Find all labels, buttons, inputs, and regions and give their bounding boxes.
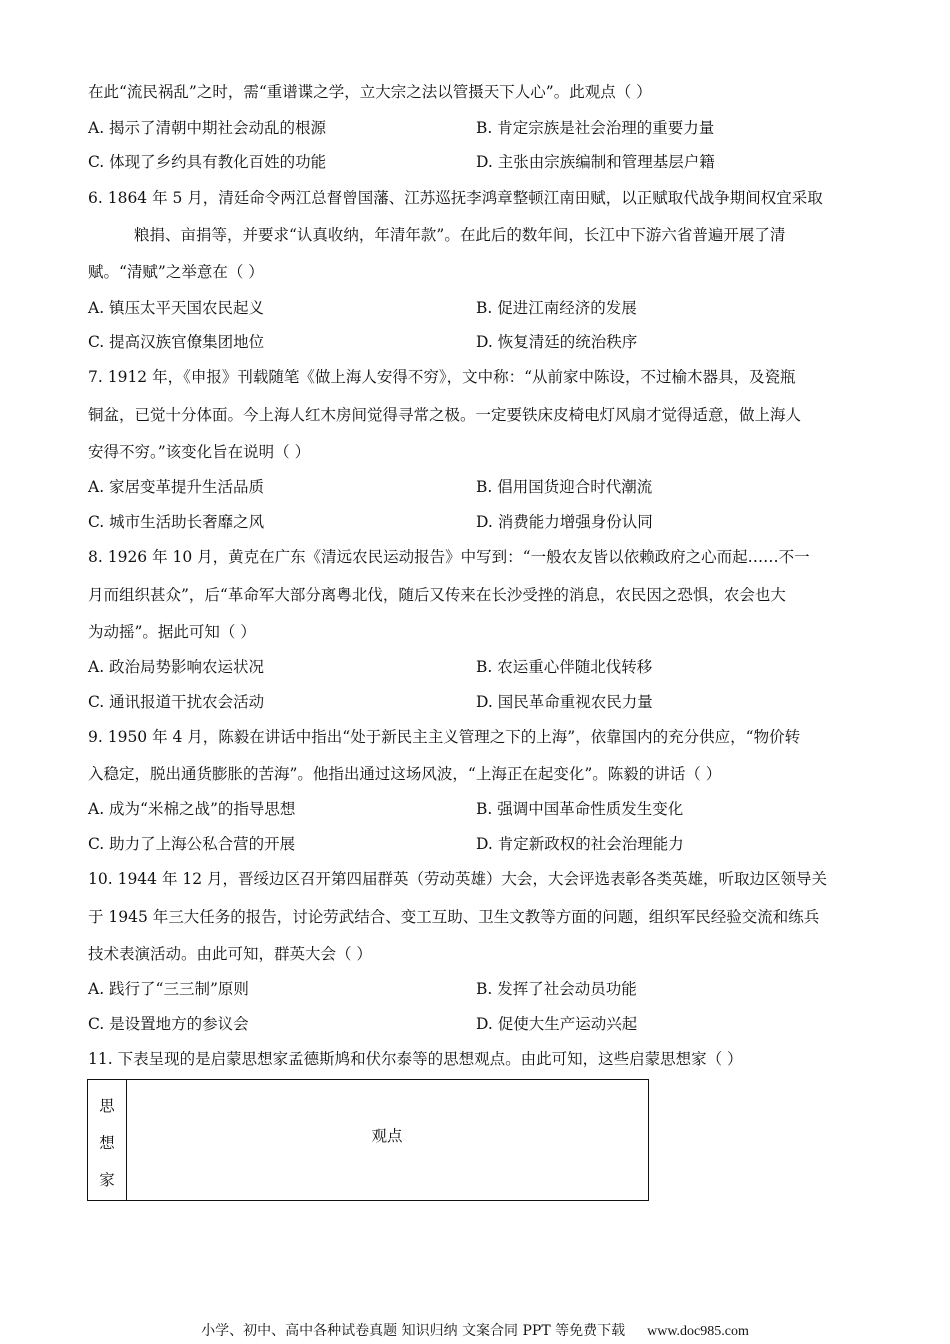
question-5-stem-tail: 在此“流民祸乱”之时，需“重谱谍之学，立大宗之法以管摄天下人心”。此观点（ ） — [88, 83, 652, 101]
table-header-thinker: 思 想 家 — [99, 1097, 115, 1189]
q9-option-c: C. 助力了上海公私合营的开展 — [88, 835, 296, 853]
q7-option-d: D. 消费能力增强身份认同 — [476, 513, 653, 531]
question-7-line-1: 7. 1912 年，《申报》刊载随笔《做上海人安得不穷》，文中称：“从前家中陈设，不过榆木器具，及瓷瓶 — [88, 368, 796, 386]
q5-option-d: D. 主张由宗族编制和管理基层户籍 — [476, 153, 715, 171]
question-8-line-1: 8. 1926 年 10 月，黄克在广东《清远农民运动报告》中写到：“一般农友皆以依赖政府之心而起……不一 — [88, 548, 810, 566]
question-10-line-2: 于 1945 年三大任务的报告，讨论劳武结合、变工互助、卫生文教等方面的问题，组织军民经验交流和练兵 — [88, 908, 820, 926]
q9-option-d: D. 肯定新政权的社会治理能力 — [476, 835, 684, 853]
question-9-line-1: 9. 1950 年 4 月，陈毅在讲话中指出“处于新民主主义管理之下的上海”，依靠国内的充分供应，“物价转 — [88, 728, 801, 746]
q9-option-b: B. 强调中国革命性质发生变化 — [476, 800, 684, 818]
q10-option-c: C. 是设置地方的参议会 — [88, 1015, 249, 1033]
question-8-line-2: 月而组织甚众”，后“革命军大部分离粤北伐，随后又传来在长沙受挫的消息，农民因之恐惧，农会也大 — [88, 586, 786, 604]
q6-option-c: C. 提高汉族官僚集团地位 — [88, 333, 265, 351]
q5-option-c: C. 体现了乡约具有教化百姓的功能 — [88, 153, 327, 171]
q10-option-b: B. 发挥了社会动员功能 — [476, 980, 637, 998]
q9-option-a: A. 成为“米棉之战”的指导思想 — [88, 800, 296, 818]
question-10-line-1: 10. 1944 年 12 月，晋绥边区召开第四届群英（劳动英雄）大会，大会评选表彰各类英雄，听取边区领导关 — [88, 870, 828, 888]
page-footer — [0, 1322, 950, 1341]
question-10-line-3: 技术表演活动。由此可知，群英大会（ ） — [88, 945, 372, 963]
question-9-line-2: 入稳定，脱出通货膨胀的苦海”。他指出通过这场风波，“上海正在起变化”。陈毅的讲话（ ） — [88, 765, 722, 783]
footer-text: 小学、初中、高中各种试卷真题 知识归纳 文案合同 PPT 等免费下载 — [201, 1323, 626, 1339]
q7-option-b: B. 倡用国货迎合时代潮流 — [476, 478, 653, 496]
question-7-line-3: 安得不穷。”该变化旨在说明（ ） — [88, 443, 311, 461]
question-8-line-3: 为动摇”。据此可知（ ） — [88, 623, 256, 641]
q8-option-b: B. 农运重心伴随北伐转移 — [476, 658, 653, 676]
q6-option-d: D. 恢复清廷的统治秩序 — [476, 333, 638, 351]
table-header-viewpoint: 观点 — [371, 1127, 403, 1145]
question-6-line-1: 6. 1864 年 5 月，清廷命令两江总督曾国藩、江苏巡抚李鸿章整顿江南田赋，以正赋取代战争期间权宜采取 — [88, 189, 823, 207]
q8-option-c: C. 通讯报道干扰农会活动 — [88, 693, 265, 711]
footer-url[interactable]: www.doc985.com — [647, 1324, 749, 1339]
q7-option-a: A. 家居变革提升生活品质 — [88, 478, 265, 496]
thinkers-table — [87, 1079, 649, 1201]
q5-option-b: B. 肯定宗族是社会治理的重要力量 — [476, 119, 715, 137]
q8-option-a: A. 政治局势影响农运状况 — [88, 658, 265, 676]
question-6-line-3: 赋。“清赋”之举意在（ ） — [88, 263, 264, 281]
q10-option-a: A. 践行了“三三制”原则 — [88, 980, 249, 998]
q7-option-c: C. 城市生活助长奢靡之风 — [88, 513, 265, 531]
q8-option-d: D. 国民革命重视农民力量 — [476, 693, 653, 711]
q6-option-a: A. 镇压太平天国农民起义 — [88, 299, 265, 317]
question-11-stem: 11. 下表呈现的是启蒙思想家孟德斯鸠和伏尔泰等的思想观点。由此可知，这些启蒙思想家（ ） — [88, 1050, 743, 1068]
q6-option-b: B. 促进江南经济的发展 — [476, 299, 637, 317]
question-6-line-2: 粮捐、亩捐等，并要求“认真收纳，年清年款”。在此后的数年间，长江中下游六省普遍开展了清 — [134, 226, 786, 244]
q5-option-a: A. 揭示了清朝中期社会动乱的根源 — [88, 119, 327, 137]
question-7-line-2: 铜盆，已觉十分体面。今上海人红木房间觉得寻常之极。一定要铁床皮椅电灯风扇才觉得适意，做上海人 — [88, 406, 802, 424]
q10-option-d: D. 促使大生产运动兴起 — [476, 1015, 638, 1033]
